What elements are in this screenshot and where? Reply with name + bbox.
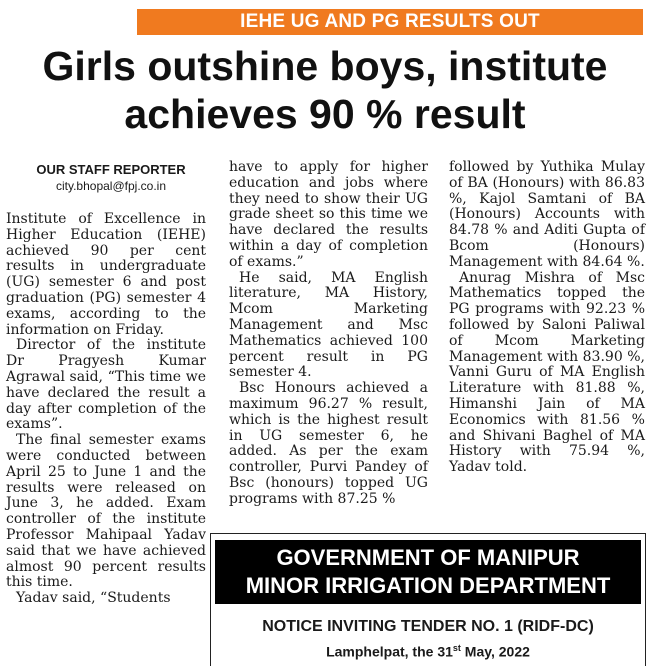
article-column-2 <box>229 160 428 508</box>
byline-reporter: OUR STAFF REPORTER <box>36 162 186 177</box>
advert-notice: NOTICE INVITING TENDER NO. 1 (RIDF-DC) <box>262 618 594 635</box>
tender-advertisement <box>210 533 646 666</box>
headline-line-2: achieves 90 % result <box>124 91 526 137</box>
article-column-3 <box>449 160 645 476</box>
article-column-1 <box>6 212 206 607</box>
advert-line-1: GOVERNMENT OF MANIPUR <box>276 545 580 570</box>
article-paragraph: Bsc Honours achieved a maximum 96.27 % result, which is the highest result in UG semester 6, he added. As per the exam controller, Purvi Pandey of Bsc (honours) topped UG programs with 87.25 % <box>229 380 428 507</box>
advert-place-sup: st <box>452 643 461 653</box>
advert-line-2: MINOR IRRIGATION DEPARTMENT <box>245 573 611 598</box>
article-paragraph: followed by Yuthika Mulay of BA (Honours) with 86.83 %, Kajol Samtani of BA (Honours) Accounts with 84.78 % and Aditi Gupta of Bcom (Honours) Management with 84.64 %. <box>449 159 645 270</box>
advert-place-date <box>211 643 645 660</box>
article-paragraph: He said, MA English literature, MA History, Mcom Marketing Management and Msc Mathematics achieved 100 percent result in PG semester 4. <box>229 269 428 381</box>
section-kicker: IEHE UG AND PG RESULTS OUT <box>137 9 643 35</box>
article-paragraph: The final semester exams were conducted between April 25 to June 1 and the results were released on June 3, he added. Exam controller of the institute Professor Mahipaal Yadav said that we have achieved almost 90 percent results this time. <box>6 432 206 591</box>
article-paragraph: Institute of Excellence in Higher Education (IEHE) achieved 90 per cent results in undergraduate (UG) semester 6 and post graduation (PG) semester 4 exams, according to the information on Friday. <box>6 211 206 338</box>
byline-email: city.bhopal@fpj.co.in <box>55 179 166 193</box>
article-paragraph: Director of the institute Dr Pragyesh Kumar Agrawal said, “This time we have declared the result a day after completion of the exams”. <box>6 337 206 433</box>
byline <box>0 162 222 194</box>
article-paragraph: Anurag Mishra of Msc Mathematics topped the PG programs with 92.23 % followed by Saloni Paliwal of Mcom Marketing Management with 83.90 %, Vanni Guru of MA English Literature with 81.88 %, Himanshi Jain of MA Economics with 81.56 % and Shivani Baghel of MA History with 75.94 %, Yadav told. <box>449 269 645 476</box>
headline <box>0 42 650 138</box>
advert-place: Lamphelpat, the 31 <box>326 643 453 660</box>
advert-place-end: May, 2022 <box>460 643 530 660</box>
headline-line-1: Girls outshine boys, institute <box>42 43 608 89</box>
article-paragraph: have to apply for higher education and jobs where they need to show their UG grade sheet so this time we have declared the results within a day of completion of exams.” <box>229 159 428 270</box>
advert-banner <box>215 540 641 604</box>
article-paragraph: Yadav said, “Students <box>16 590 171 607</box>
